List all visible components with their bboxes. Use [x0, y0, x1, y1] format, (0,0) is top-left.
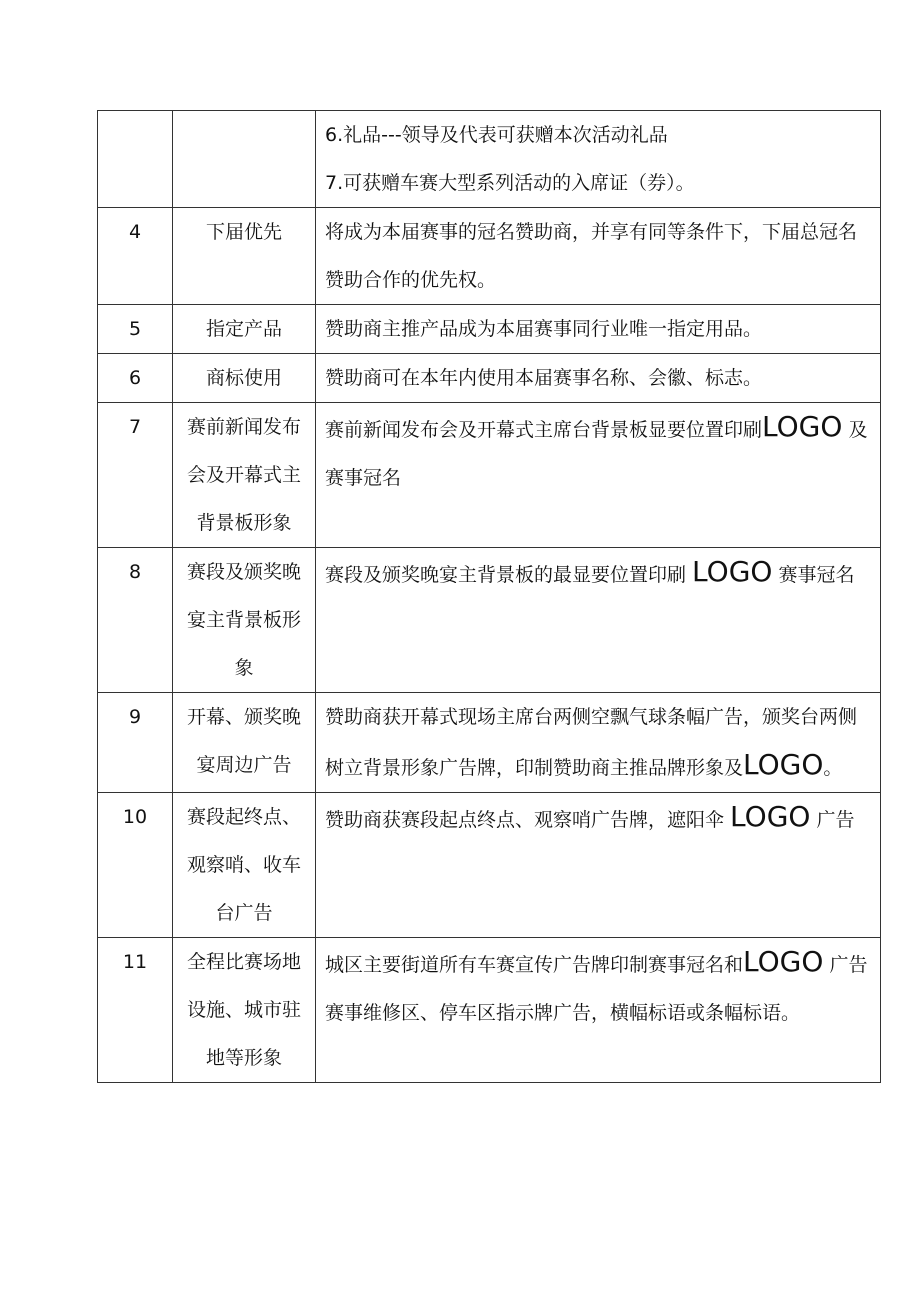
- row-number: 11: [98, 938, 173, 1083]
- table-row: [98, 354, 881, 403]
- row-number: [98, 111, 173, 208]
- table-row: [98, 305, 881, 354]
- description-line: 城区主要街道所有车赛宣传广告牌印制赛事冠名和LOGO 广告: [325, 945, 868, 978]
- logo-text: LOGO: [730, 800, 811, 833]
- benefit-description: 赞助商主推产品成为本届赛事同行业唯一指定用品。: [316, 305, 881, 354]
- benefit-item: 下届优先: [173, 208, 316, 305]
- benefit-description: 赞助商可在本年内使用本届赛事名称、会徽、标志。: [316, 354, 881, 403]
- benefit-description: 将成为本届赛事的冠名赞助商，并享有同等条件下，下届总冠名赞助合作的优先权。: [316, 208, 881, 305]
- benefit-description: [316, 938, 881, 1083]
- benefit-item: 指定产品: [173, 305, 316, 354]
- benefit-description: 赛前新闻发布会及开幕式主席台背景板显要位置印刷LOGO 及赛事冠名: [316, 403, 881, 548]
- row-number: 10: [98, 793, 173, 938]
- row-number: 8: [98, 548, 173, 693]
- description-line: 6.礼品---领导及代表可获赠本次活动礼品: [325, 124, 668, 146]
- logo-text: LOGO: [743, 945, 824, 978]
- benefit-description: [316, 111, 881, 208]
- table-row: [98, 403, 881, 548]
- table-row: [98, 111, 881, 208]
- benefit-item: 赛段及颁奖晚宴主背景板形象: [173, 548, 316, 693]
- benefit-item: [173, 111, 316, 208]
- benefit-item: 开幕、颁奖晚宴周边广告: [173, 693, 316, 793]
- benefit-item: 商标使用: [173, 354, 316, 403]
- table-row: [98, 548, 881, 693]
- benefit-item: 赛前新闻发布会及开幕式主背景板形象: [173, 403, 316, 548]
- benefit-description: 赞助商获开幕式现场主席台两侧空飘气球条幅广告，颁奖台两侧树立背景形象广告牌，印制赞助商主推品牌形象及LOGO。: [316, 693, 881, 793]
- table-row: [98, 793, 881, 938]
- logo-text: LOGO: [692, 555, 773, 588]
- benefit-item: 全程比赛场地设施、城市驻地等形象: [173, 938, 316, 1083]
- row-number: 6: [98, 354, 173, 403]
- sponsorship-table: [97, 110, 881, 1083]
- benefit-description: 赞助商获赛段起点终点、观察哨广告牌，遮阳伞 LOGO 广告: [316, 793, 881, 938]
- benefit-description: 赛段及颁奖晚宴主背景板的最显要位置印刷 LOGO 赛事冠名: [316, 548, 881, 693]
- row-number: 4: [98, 208, 173, 305]
- logo-text: LOGO: [762, 410, 843, 443]
- benefit-item: 赛段起终点、观察哨、收车台广告: [173, 793, 316, 938]
- description-line: 7.可获赠车赛大型系列活动的入席证（券）。: [325, 172, 695, 194]
- table-row: [98, 938, 881, 1083]
- table-row: [98, 208, 881, 305]
- logo-text: LOGO: [743, 748, 824, 781]
- row-number: 7: [98, 403, 173, 548]
- row-number: 5: [98, 305, 173, 354]
- row-number: 9: [98, 693, 173, 793]
- table-row: [98, 693, 881, 793]
- description-line: 赛事维修区、停车区指示牌广告，横幅标语或条幅标语。: [325, 1002, 801, 1024]
